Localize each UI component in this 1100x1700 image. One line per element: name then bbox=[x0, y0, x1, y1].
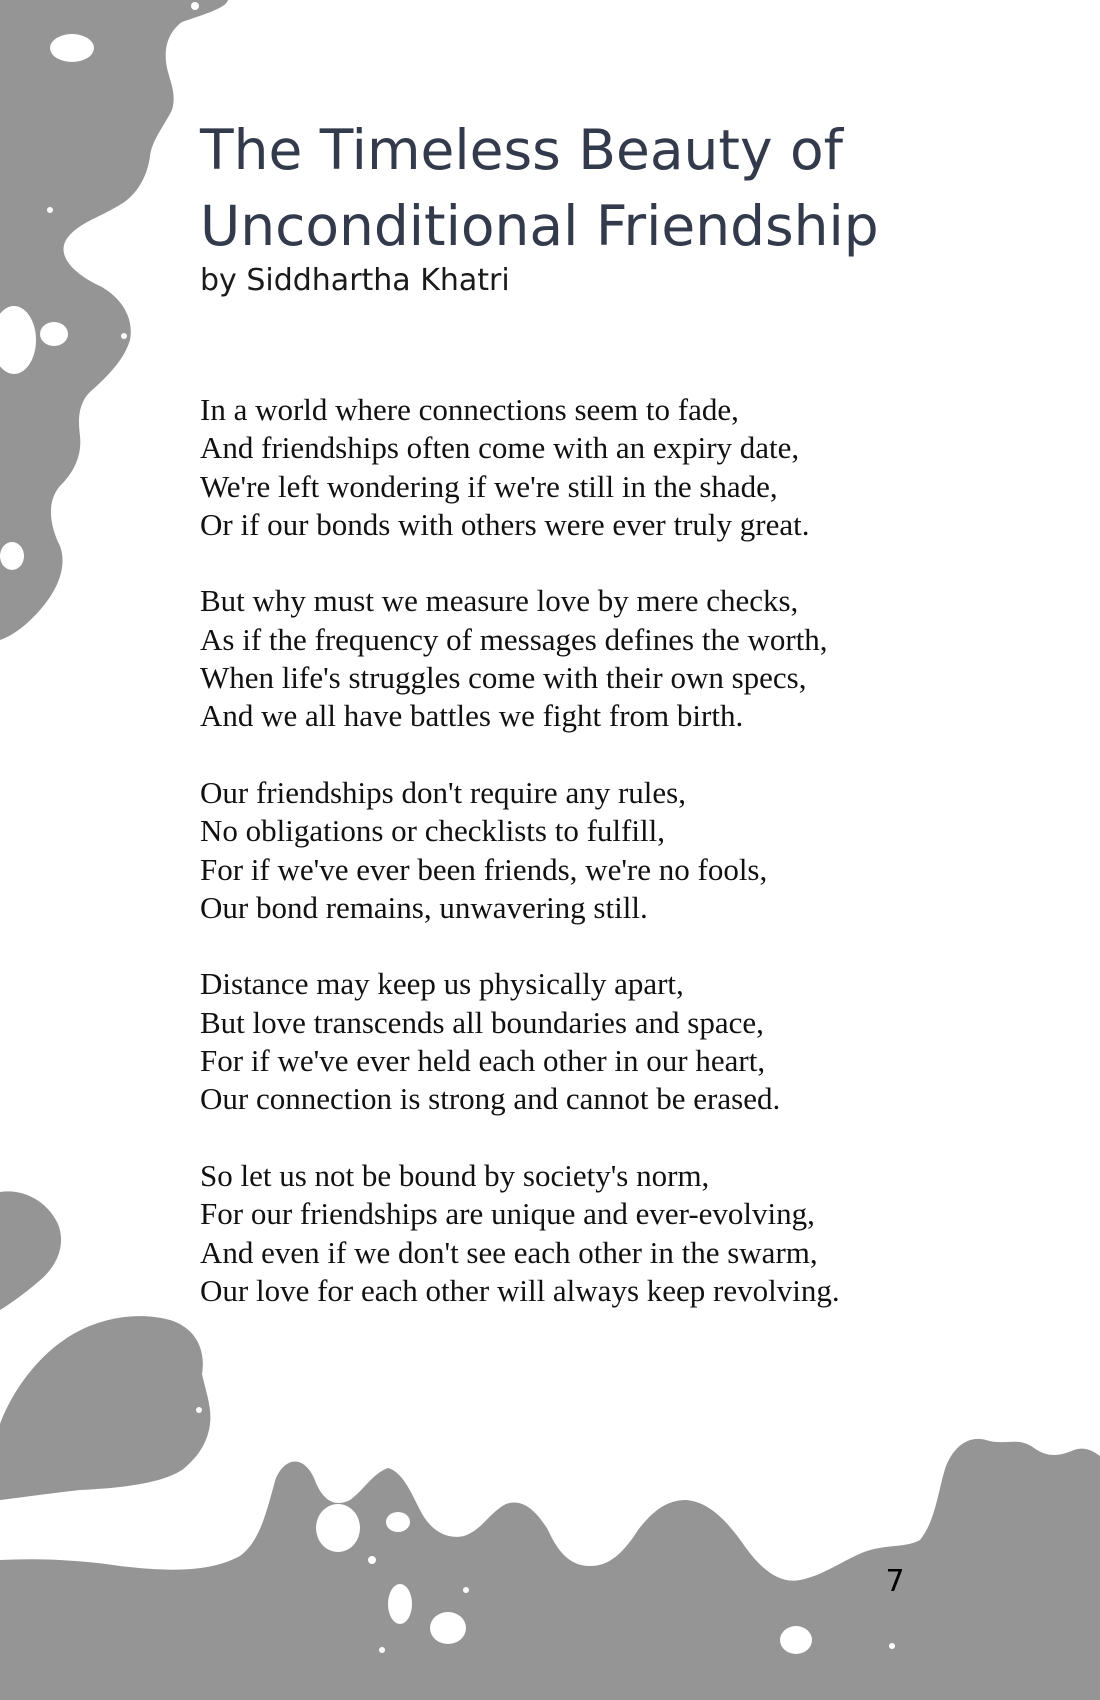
poem-line: As if the frequency of messages defines the worth, bbox=[200, 621, 828, 657]
poem-line: Our friendships don't require any rules, bbox=[200, 774, 686, 810]
poem-line: So let us not be bound by society's norm, bbox=[200, 1157, 710, 1193]
poem-line: In a world where connections seem to fade, bbox=[200, 392, 739, 427]
poem-body bbox=[200, 391, 960, 1348]
stanza bbox=[200, 965, 960, 1118]
stanza bbox=[200, 391, 960, 544]
poem-line: No obligations or checklists to fulfill, bbox=[200, 813, 665, 849]
poem-line: Our bond remains, unwavering still. bbox=[200, 889, 648, 925]
poem-line: Or if our bonds with others were ever truly great. bbox=[200, 506, 810, 542]
poem-line: Distance may keep us physically apart, bbox=[200, 966, 684, 1002]
poem-line: And friendships often come with an expiry date, bbox=[200, 430, 800, 466]
poem-line: But why must we measure love by mere checks, bbox=[200, 583, 799, 619]
poem-line: For our friendships are unique and ever-evolving, bbox=[200, 1196, 815, 1232]
poem-line: For if we've ever been friends, we're no fools, bbox=[200, 851, 768, 887]
stanza bbox=[200, 774, 960, 927]
page-number: 7 bbox=[885, 1564, 905, 1599]
poem-line: When life's struggles come with their own specs, bbox=[200, 660, 807, 696]
poem-line: But love transcends all boundaries and space, bbox=[200, 1004, 764, 1040]
poem-line: And we all have battles we fight from birth. bbox=[200, 698, 744, 734]
stanza bbox=[200, 582, 960, 735]
stanza bbox=[200, 1157, 960, 1310]
poem-line: Our connection is strong and cannot be erased. bbox=[200, 1081, 781, 1117]
poem-line: Our love for each other will always keep revolving. bbox=[200, 1272, 840, 1308]
poem-line: We're left wondering if we're still in the shade, bbox=[200, 468, 778, 504]
poem-line: For if we've ever held each other in our heart, bbox=[200, 1043, 766, 1079]
page-title: The Timeless Beauty of Unconditional Friendship bbox=[200, 118, 879, 258]
poem-line: And even if we don't see each other in the swarm, bbox=[200, 1234, 818, 1270]
author-byline: by Siddhartha Khatri bbox=[200, 263, 510, 298]
